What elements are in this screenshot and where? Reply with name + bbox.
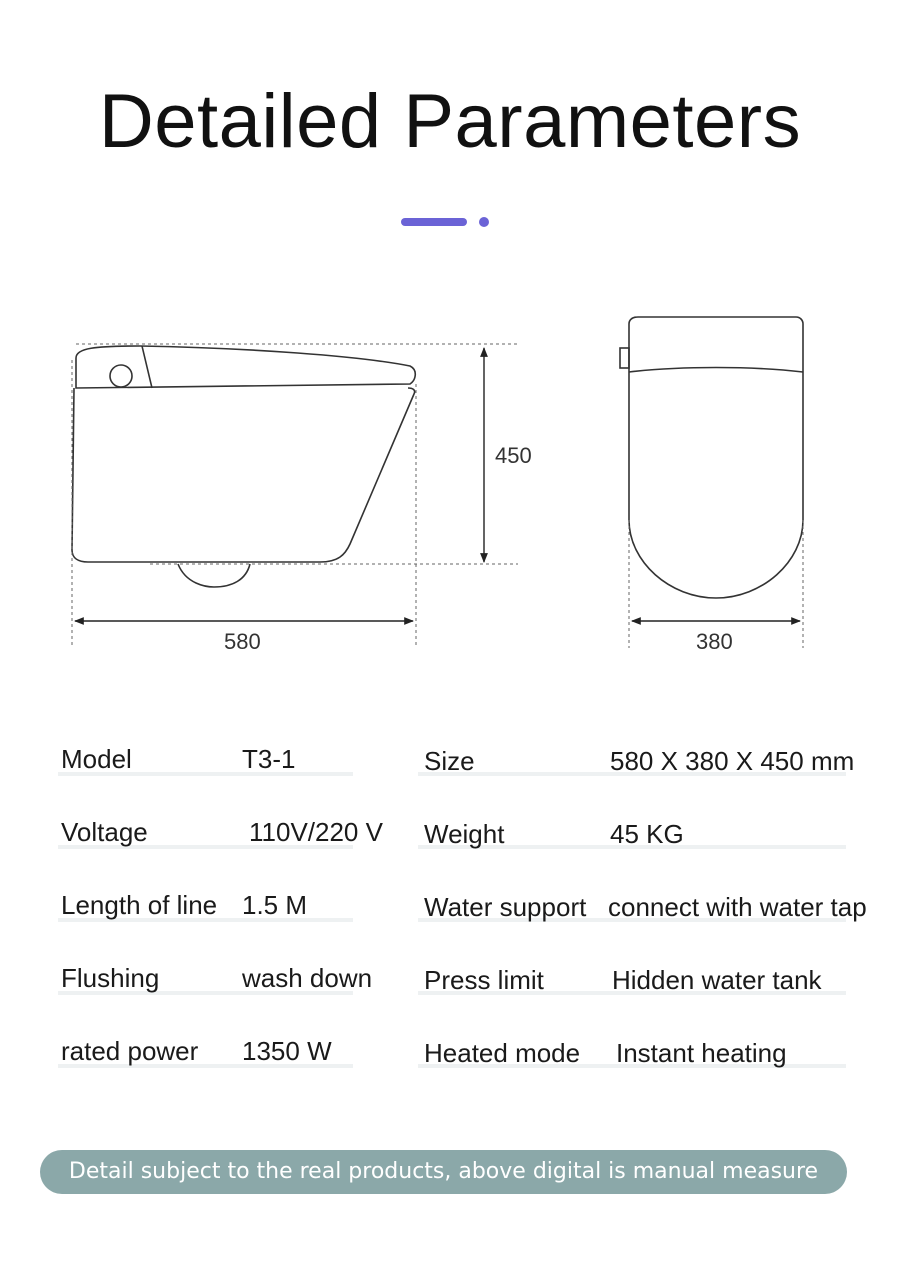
footer-note-banner [40,1150,847,1194]
spec-label-size: Size [424,746,475,776]
length-dimension-label: 580 [224,629,261,654]
spec-label-voltage: Voltage [61,817,148,847]
spec-value-voltage: 110V/220 V [249,817,383,847]
spec-value-size: 580 X 380 X 450 mm [610,746,855,776]
spec-value-press-limit: Hidden water tank [612,965,822,995]
toilet-dimension-drawing [0,300,900,660]
spec-label-water-support: Water support [424,892,587,922]
spec-value-heated-mode: Instant heating [616,1038,787,1068]
spec-label-model: Model [61,744,132,774]
height-dimension-label: 450 [495,443,532,468]
spec-value-water-support: connect with water tap [608,892,867,922]
title-accent-bar [401,218,467,226]
spec-value-flushing: wash down [242,963,373,993]
spec-label-weight: Weight [424,819,505,849]
spec-value-line-length: 1.5 M [242,890,308,920]
side-view-outline [72,346,415,587]
spec-label-line-length: Length of line [61,890,218,920]
width-dimension-label: 380 [696,629,733,654]
title-accent-dot [479,217,489,227]
spec-value-weight: 45 KG [610,819,684,849]
spec-value-rated-power: 1350 W [242,1036,332,1066]
spec-label-flushing: Flushing [61,963,160,993]
spec-label-press-limit: Press limit [424,965,544,995]
page-title: Detailed Parameters [98,79,802,164]
side-view-extension-lines [72,344,518,648]
front-view-outline [620,317,803,598]
footer-note-text: Detail subject to the real products, above digital is manual measure [68,1159,819,1184]
spec-value-model: T3-1 [242,744,296,774]
spec-label-heated-mode: Heated mode [424,1038,581,1068]
spec-label-rated-power: rated power [61,1036,199,1066]
